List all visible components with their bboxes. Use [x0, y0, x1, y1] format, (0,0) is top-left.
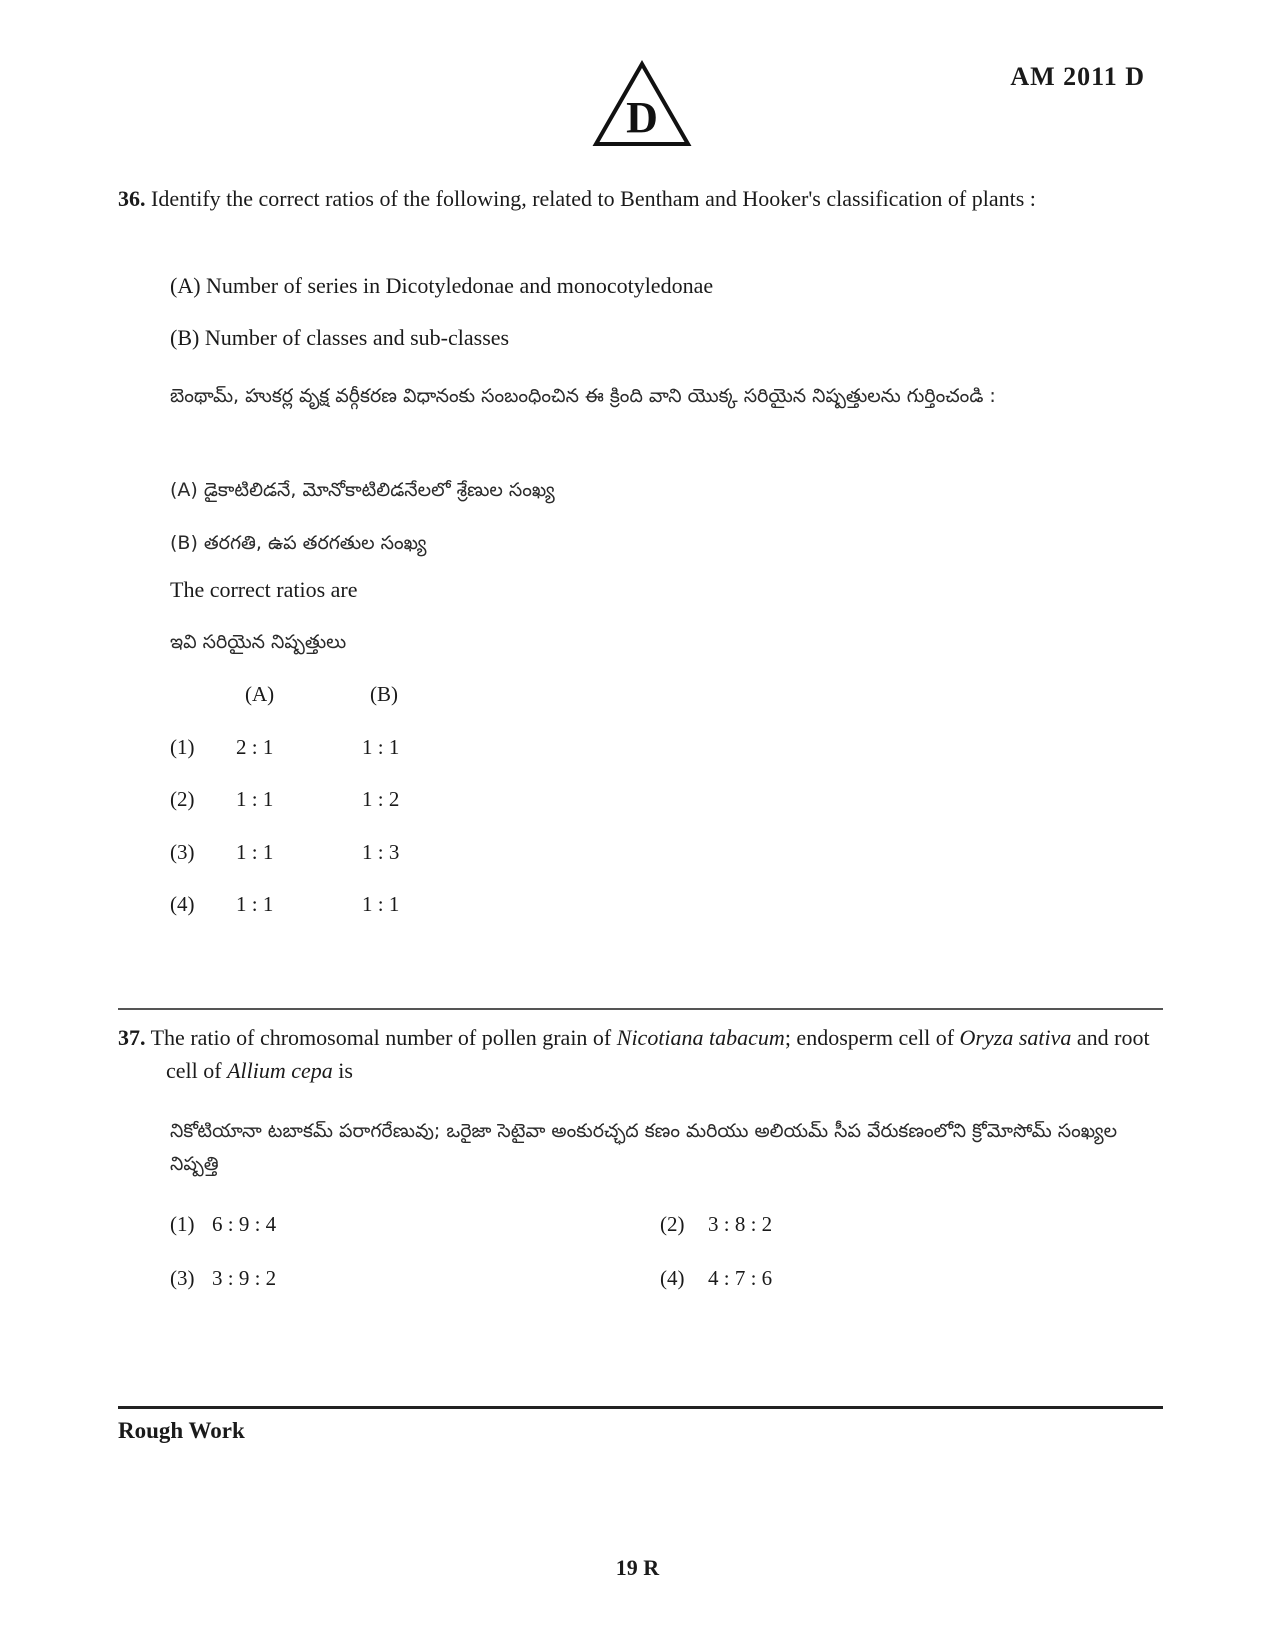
rough-work-label: Rough Work: [118, 1418, 245, 1443]
question-text-te: బెంథామ్, హుకర్ల వృక్ష వర్గీకరణ విధానంకు సంబంధించిన ఈ క్రింది వాని యొక్క సరియైన నిష్పత్తులను గుర్తించండి :: [170, 385, 996, 407]
species-name: Oryza sativa: [959, 1025, 1072, 1050]
option-number: (3): [170, 1266, 195, 1290]
species-name: Allium cepa: [227, 1058, 333, 1083]
item-a-en: (A) Number of series in Dicotyledonae and monocotyledonae: [170, 273, 714, 298]
option-ratio-b: 1 : 2: [362, 787, 400, 811]
option-ratio-a: 1 : 1: [236, 892, 274, 916]
question-text-en-part: ; endosperm cell of: [784, 1025, 955, 1050]
option-value: 3 : 8 : 2: [708, 1212, 773, 1236]
option-number: (2): [660, 1212, 685, 1236]
prompt-en: The correct ratios are: [170, 577, 358, 602]
question-36-stem: [118, 182, 1163, 215]
column-b-header: (B): [370, 682, 398, 706]
question-text-en-part: is: [338, 1058, 353, 1083]
option-value: 4 : 7 : 6: [708, 1266, 773, 1290]
option-ratio-a: 1 : 1: [236, 840, 274, 864]
series-letter: D: [626, 93, 658, 142]
species-name: Nicotiana tabacum: [616, 1025, 785, 1050]
option-value: 3 : 9 : 2: [212, 1266, 277, 1290]
section-divider: [118, 1008, 1163, 1010]
question-text-te: నికోటియానా టబాకమ్ పరాగరేణువు; ఒరైజా సెటైవా అంకురచ్ఛద కణం మరియు అలియమ్ సీప వేరుకణంలోని క్రోమోసోమ్ సంఖ్యల నిష్పత్తి: [170, 1120, 1118, 1176]
option-ratio-a: 1 : 1: [236, 787, 274, 811]
item-b-en: (B) Number of classes and sub-classes: [170, 325, 510, 350]
option-number: (4): [170, 892, 195, 916]
question-text-en-part: and root cell of: [166, 1025, 1150, 1083]
option-number: (1): [170, 1212, 195, 1236]
question-number: 37.: [118, 1025, 146, 1050]
option-ratio-b: 1 : 3: [362, 840, 400, 864]
rough-work-divider: [118, 1406, 1163, 1409]
question-text-en: Identify the correct ratios of the following, related to Bentham and Hooker's classification of plants :: [151, 186, 1036, 211]
column-a-header: (A): [245, 682, 275, 706]
option-number: (4): [660, 1266, 685, 1290]
item-b-te: (B) తరగతి, ఉప తరగతుల సంఖ్య: [170, 532, 427, 554]
option-ratio-a: 2 : 1: [236, 735, 274, 759]
option-number: (1): [170, 735, 195, 759]
option-number: (2): [170, 787, 195, 811]
question-text-en-part: The ratio of chromosomal number of pollen grain of: [150, 1025, 612, 1050]
question-number: 36.: [118, 186, 146, 211]
prompt-te: ఇవి సరియైన నిష్పత్తులు: [170, 631, 347, 653]
option-ratio-b: 1 : 1: [362, 892, 400, 916]
series-triangle-badge: [592, 60, 692, 150]
question-37-stem: [118, 1021, 1163, 1087]
option-value: 6 : 9 : 4: [212, 1212, 277, 1236]
page-footer: 19 R: [615, 1555, 660, 1580]
paper-code: AM 2011 D: [1010, 62, 1145, 91]
option-ratio-b: 1 : 1: [362, 735, 400, 759]
item-a-te: (A) డైకాటిలిడనే, మోనోకాటిలిడనేలలో శ్రేణుల సంఖ్య: [170, 479, 555, 501]
option-number: (3): [170, 840, 195, 864]
